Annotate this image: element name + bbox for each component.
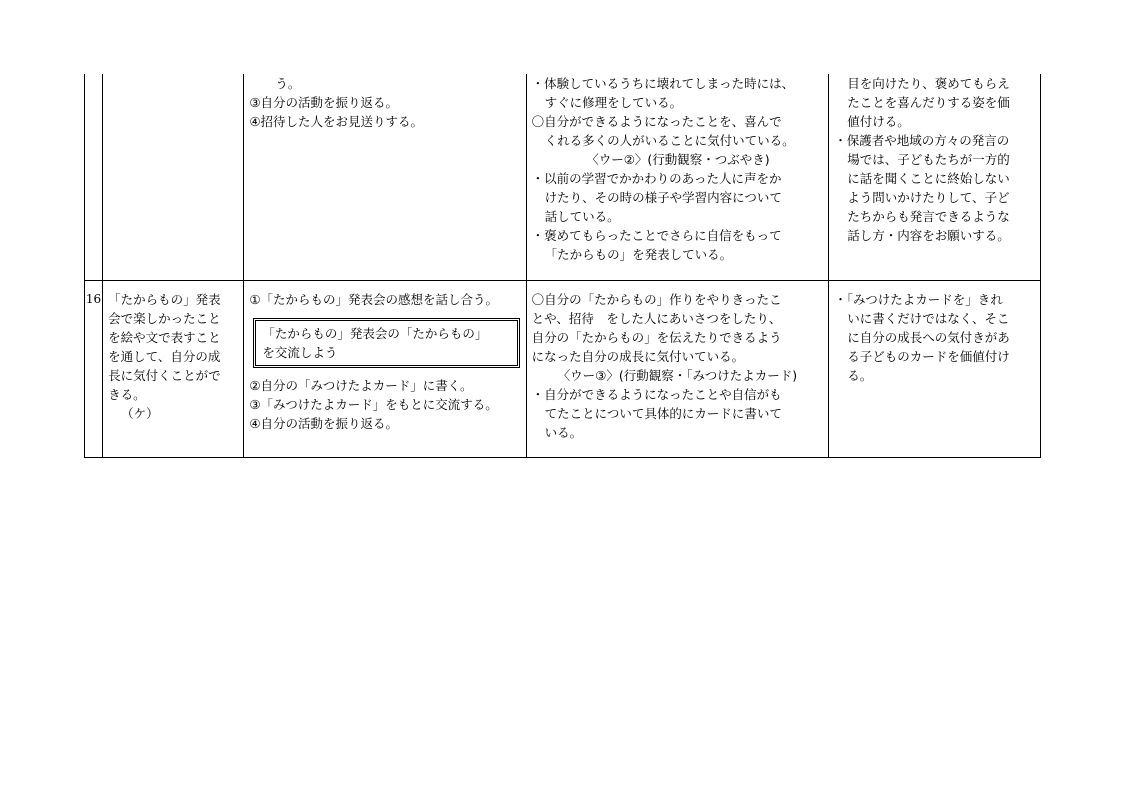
evaluation-line: 「たからもの」を発表している。 — [544, 247, 733, 262]
support-cell — [829, 281, 1041, 458]
evaluation-line: ・自分ができるようになったことや自信がも — [531, 387, 782, 402]
evaluation-line: とや、招待 をした人にあいさつをしたり、 — [531, 311, 782, 326]
support-line: る子どものカードを価値付け — [847, 349, 1010, 364]
activity-line: ①「たからもの」発表会の感想を話し合う。 — [249, 292, 499, 307]
evaluation-cell — [526, 281, 829, 458]
lesson-plan-table — [84, 74, 1041, 458]
goal-line: 会で楽しかったこと — [108, 311, 221, 326]
lesson-goal-box — [253, 318, 519, 368]
table-row — [85, 74, 1041, 281]
activity-line: ③「みつけたよカード」をもとに交流する。 — [249, 397, 498, 412]
evaluation-line: ・体験しているうちに壊れてしまった時には、 — [531, 76, 795, 91]
support-line: 場では、子どもたちが一方的 — [847, 152, 1010, 167]
goal-line: （ケ） — [121, 406, 159, 421]
goal-line: を通して、自分の成 — [108, 349, 221, 364]
support-line: ・「みつけたよカードを」きれ — [834, 292, 1003, 307]
activity-line: ④招待した人をお見送りする。 — [249, 114, 424, 129]
evaluation-line: いる。 — [544, 425, 583, 440]
activity-line: ②自分の「みつけたよカード」に書く。 — [249, 378, 473, 393]
evaluation-line: てたことについて具体的にカードに書いて — [544, 406, 782, 421]
activity-line: ④自分の活動を振り返る。 — [249, 416, 399, 431]
evaluation-cell — [526, 74, 829, 281]
lesson-number-cell — [85, 74, 103, 281]
activities-cell — [244, 281, 526, 458]
evaluation-line: 自分の「たからもの」を伝えたりできるよう — [531, 330, 782, 345]
support-line: 目を向けたり、褒めてもらえ — [847, 76, 1010, 91]
evaluation-line: 〇自分ができるようになったことを、喜んで — [531, 114, 782, 129]
support-line: に自分の成長への気付きがあ — [847, 330, 1010, 345]
evaluation-line: になった自分の成長に気付いている。 — [531, 349, 745, 364]
goal-line: 「たからもの」発表 — [108, 292, 221, 307]
evaluation-line: すぐに修理をしている。 — [544, 95, 683, 110]
support-line: たちからも発言できるような — [847, 209, 1010, 224]
activities-cell — [244, 74, 526, 281]
support-line: たことを喜んだりする姿を価 — [847, 95, 1010, 110]
goal-line: きる。 — [108, 387, 146, 402]
activity-line: う。 — [275, 76, 301, 91]
evaluation-line: ・以前の学習でかかわりのあった人に声をか — [531, 171, 782, 186]
evaluation-line: けたり、その時の様子や学習内容について — [544, 190, 782, 205]
support-line: よう問いかけたりして、子ど — [847, 190, 1010, 205]
support-line: 話し方・内容をお願いする。 — [847, 228, 1010, 243]
goal-box-line: を交流しよう — [262, 345, 338, 360]
goal-cell — [103, 281, 244, 458]
evaluation-line: ・褒めてもらったことでさらに自信をもって — [531, 228, 782, 243]
support-cell — [829, 74, 1041, 281]
support-line: 値付ける。 — [847, 114, 910, 129]
evaluation-line: くれる多くの人がいることに気付いている。 — [544, 133, 795, 148]
support-line: ・保護者や地域の方々の発言の — [834, 133, 1010, 148]
goal-cell — [103, 74, 244, 281]
evaluation-line: 話している。 — [544, 209, 620, 224]
table-row — [85, 281, 1041, 458]
support-line: いに書くだけではなく、そこ — [847, 311, 1010, 326]
support-line: る。 — [847, 368, 873, 383]
goal-box-line: 「たからもの」発表会の「たからもの」 — [262, 326, 488, 341]
goal-line: を絵や文で表すこと — [108, 330, 221, 345]
goal-line: 長に気付くことがで — [108, 368, 221, 383]
evaluation-criterion: 〈ウー③〉(行動観察・「みつけたよカード) — [557, 368, 798, 383]
evaluation-criterion: 〈ウー②〉(行動観察・つぶやき) — [586, 152, 770, 167]
lesson-number-cell: 16 — [85, 281, 103, 458]
activity-line: ③自分の活動を振り返る。 — [249, 95, 399, 110]
evaluation-line: 〇自分の「たからもの」作りをやりきったこ — [531, 292, 782, 307]
support-line: に話を聞くことに終始しない — [847, 171, 1010, 186]
